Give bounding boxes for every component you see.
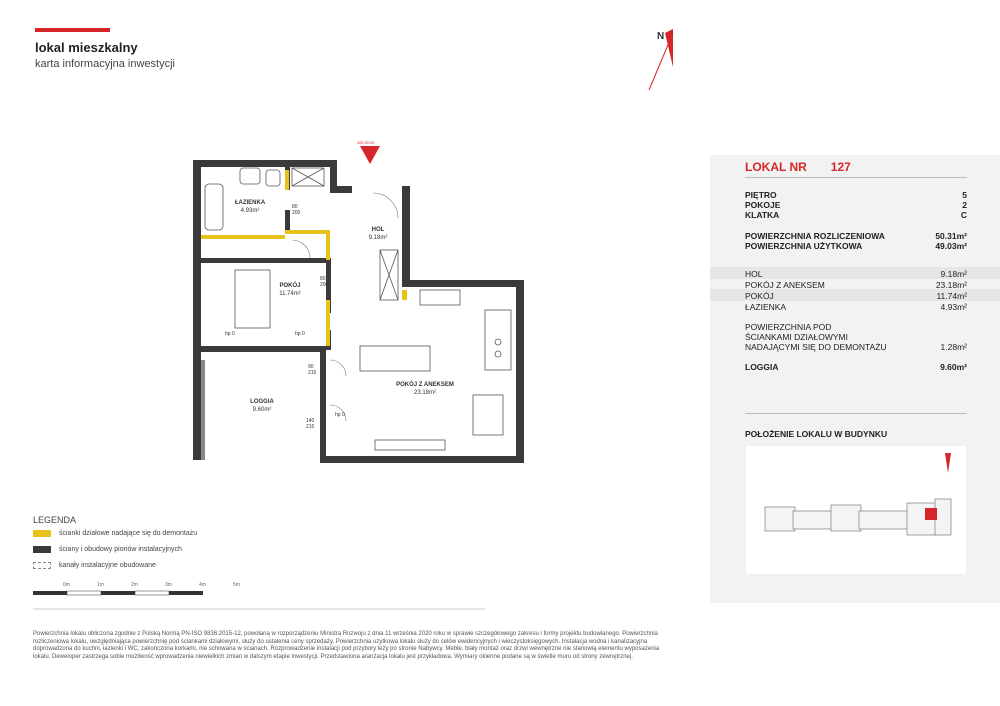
- hp-label: hp 0: [225, 331, 235, 337]
- lokal-heading: [745, 160, 851, 174]
- door-dim-w: 80: [320, 276, 326, 282]
- info-row-klatka: KLATKA C: [745, 210, 967, 220]
- scale-bar: [33, 578, 493, 613]
- info-row-pow-rozl: POWIERZCHNIA ROZLICZENIOWA 50.31m²: [745, 231, 967, 241]
- legend-swatch: [33, 562, 51, 569]
- info-row-room: POKÓJ Z ANEKSEM 23.18m²: [745, 280, 967, 290]
- tv-cabinet-icon: [375, 440, 445, 450]
- washbasin-icon: [240, 168, 260, 184]
- svg-text:3m: 3m: [165, 582, 172, 588]
- unit-highlight: [925, 508, 937, 520]
- floor-plan: [180, 130, 540, 470]
- info-walls-line2: ŚCIANKAMI DZIAŁOWYMI: [745, 332, 848, 342]
- room-label-hol: HOL: [371, 227, 385, 233]
- legend-item-demolition: ścianki działowe nadające się do demontażu: [33, 530, 197, 537]
- room-label-lazienka: ŁAZIENKA: [234, 200, 266, 206]
- info-row-pietro: PIĘTRO 5: [745, 190, 967, 200]
- brand-accent-bar: [35, 28, 110, 32]
- info-row-room: ŁAZIENKA 4.93m²: [745, 302, 967, 312]
- position-title: POŁOŻENIE LOKALU W BUDYNKU: [745, 429, 888, 439]
- dining-table-icon: [473, 395, 503, 435]
- svg-text:1m: 1m: [97, 582, 104, 588]
- svg-text:5m: 5m: [233, 582, 240, 588]
- kitchen-counter-icon: [485, 310, 511, 370]
- door-dim-h: 215: [306, 424, 315, 430]
- legend-swatch: [33, 546, 51, 553]
- legend-item-walls: ściany i obudowy pionów instalacyjnych: [33, 546, 182, 553]
- entrance-arrow-icon: [360, 146, 380, 164]
- info-row-pokoje: POKOJE 2: [745, 200, 967, 210]
- hp-label: hp 0: [335, 412, 345, 418]
- info-row-room: HOL 9.18m²: [745, 269, 967, 279]
- door-dim-w: 90: [308, 364, 314, 370]
- svg-text:4m: 4m: [199, 582, 206, 588]
- info-row-pow-uzyt: POWIERZCHNIA UŻYTKOWA 49.03m²: [745, 241, 967, 251]
- kitchen-sink-icon: [420, 290, 460, 305]
- info-panel: [710, 155, 1000, 603]
- door-dim-h: 200: [292, 210, 301, 216]
- info-walls-line3: NADAJĄCYMI SIĘ DO DEMONTAŻU 1.28m²: [745, 342, 967, 352]
- door-dim-w: 80: [292, 204, 298, 210]
- door-dim-h: 200: [320, 282, 329, 288]
- entrance-label: WEJŚCIE: [357, 140, 375, 145]
- lokal-label: LOKAL NR: [745, 160, 807, 174]
- door-dim-w: 140: [306, 418, 315, 424]
- lokal-number: 127: [830, 160, 851, 174]
- legend-title: LEGENDA: [33, 515, 77, 525]
- room-label-pokoj: POKÓJ: [279, 283, 301, 289]
- page-subtitle: karta informacyjna inwestycji: [35, 58, 175, 70]
- hp-label: hp 0: [295, 331, 305, 337]
- info-row-loggia: LOGGIA 9.60m²: [745, 362, 967, 372]
- inner-walls: [201, 160, 331, 352]
- room-label-pokoj-z-aneksem: POKÓJ Z ANEKSEM: [396, 382, 454, 388]
- info-walls-line1: POWIERZCHNIA POD: [745, 322, 832, 332]
- compass-label: N: [657, 31, 665, 42]
- svg-text:2m: 2m: [131, 582, 138, 588]
- footnote: Powierzchnia lokalu obliczona zgodnie z Polską Normą PN-ISO 9836:2015-12, powołaną w rozporządzeniu Ministra Rozwoju z dnia 11 września 2020 roku w sprawie szczegółowego zakresu i formy projektu budowlanego. Powierzchnia rozliczeniowa lokalu, uwzględniająca powierzchnię pod ściankami działowymi, służy do ustalenia ceny sprzedaży. Powierzchnia użytkowa lokalu służy do celów ewidencyjnych i wieczystoksięgowych. Instalacja wodna i kanalizacyjna doprowadzona do kuchni, łazienki i WC, zakończona korkami, nie schowana w ścianach. Rozprowadzenie instalacji pod przybory leży po stronie Nabywcy. Meble, biały montaż oraz drzwi wewnętrzne nie stanowią elementu wyposażenia lokalu. Deweloper zastrzega sobie możliwość wprowadzenia niewielkich zmian w dalszym etapie inwestycji. Przedstawiona aranżacja lokalu jest przykładowa. Wymiary okienne podane są w świetle muru od strony zewnętrznej.: [33, 631, 660, 660]
- building-position-map: [745, 445, 967, 575]
- toilet-icon: [266, 170, 280, 186]
- room-label-loggia: LOGGIA: [250, 399, 274, 405]
- sofa-icon: [360, 346, 430, 371]
- room-area-pokoj: 11.74m²: [279, 291, 301, 297]
- bathtub-icon: [205, 184, 223, 230]
- bed-icon: [235, 270, 270, 328]
- room-area-lazienka: 4.93m²: [240, 208, 260, 214]
- room-area-hol: 9.18m²: [368, 235, 388, 241]
- legend-swatch: [33, 530, 51, 537]
- svg-text:0m: 0m: [63, 582, 70, 588]
- room-area-loggia: 9.60m²: [252, 407, 272, 413]
- info-row-room: POKÓJ 11.74m²: [745, 291, 967, 301]
- door-dim-h: 215: [308, 370, 317, 376]
- legend-item-channels: kanały instalacyjne obudowane: [33, 562, 156, 569]
- room-area-pokoj-z-aneksem: 23.18m²: [413, 390, 437, 396]
- north-compass-icon: [645, 25, 685, 95]
- page-title: lokal mieszkalny: [35, 40, 138, 55]
